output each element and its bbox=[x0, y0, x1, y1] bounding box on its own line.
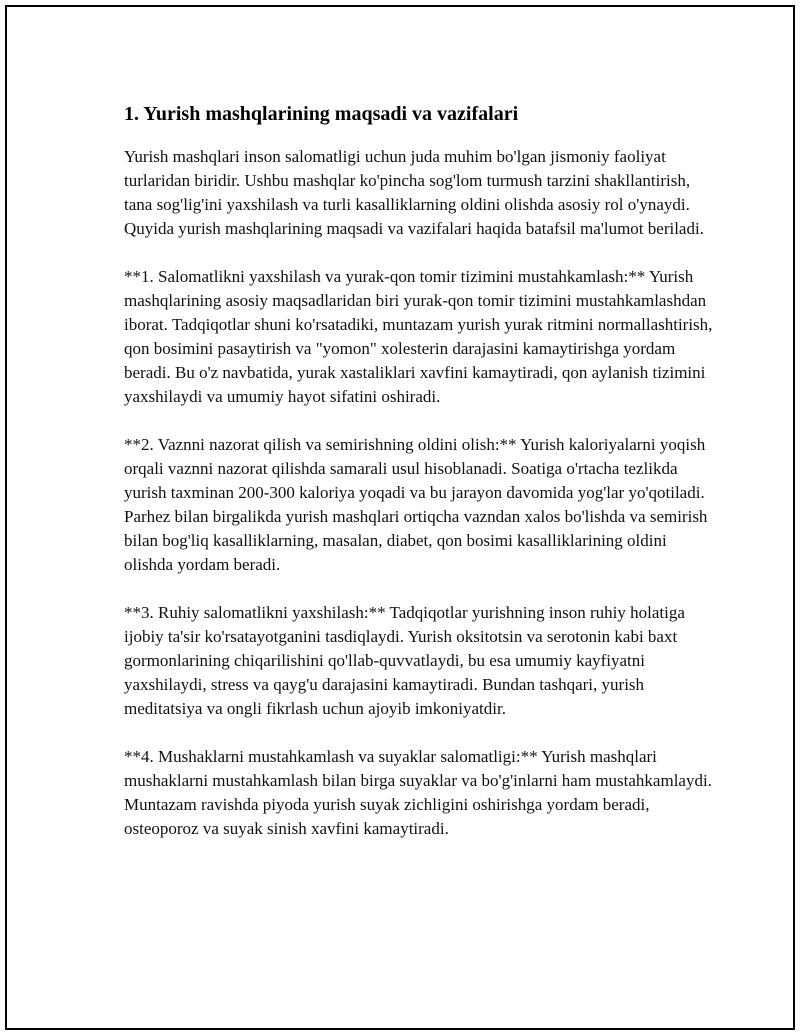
section-heading: 1. Yurish mashqlarining maqsadi va vazifalari bbox=[124, 103, 519, 125]
paragraph-cardiovascular: **1. Salomatlikni yaxshilash va yurak-qon tomir tizimini mustahkamlash:** Yurish mashqlarining asosiy maqsadlaridan biri yurak-qon tomir tizimini mustahkamlashdan iborat. Tadqiqotlar shuni ko'rsatadiki, muntazam yurish yurak ritmini normallashtirish, qon bosimini pasaytirish va "yomon" xolesterin darajasini kamaytirishga yordam beradi. Bu o'z navbatida, yurak xastaliklari xavfini kamaytiradi, qon aylanish tizimini yaxshilaydi va umumiy hayot sifatini oshiradi. bbox=[124, 267, 713, 406]
paragraph-mental-health: **3. Ruhiy salomatlikni yaxshilash:** Tadqiqotlar yurishning inson ruhiy holatiga ijobiy ta'sir ko'rsatayotganini tasdiqlaydi. Yurish oksitotsin va serotonin kabi baxt gormonlarining chiqarilishini qo'llab-quvvatlaydi, bu esa umumiy kayfiyatni yaxshilaydi, stress va qayg'u darajasini kamaytiradi. Bundan tashqari, yurish meditatsiya va ongli fikrlash uchun ajoyib imkoniyatdir. bbox=[124, 603, 685, 718]
paragraph-muscles-bones: **4. Mushaklarni mustahkamlash va suyaklar salomatligi:** Yurish mashqlari mushaklarni mustahkamlash bilan birga suyaklar va bo'g'inlarni ham mustahkamlaydi. Muntazam ravishda piyoda yurish suyak zichligini oshirishga yordam beradi, osteoporoz va suyak sinish xavfini kamaytiradi. bbox=[124, 747, 712, 838]
intro-paragraph: Yurish mashqlari inson salomatligi uchun juda muhim bo'lgan jismoniy faoliyat turlaridan biridir. Ushbu mashqlar ko'pincha sog'lom turmush tarzini shakllantirish, tana sog'lig'ini yaxshilash va turli kasalliklarning oldini olishda asosiy rol o'ynaydi. Quyida yurish mashqlarining maqsadi va vazifalari haqida batafsil ma'lumot beriladi. bbox=[124, 147, 704, 238]
document-page bbox=[5, 5, 795, 1030]
paragraph-weight-control: **2. Vaznni nazorat qilish va semirishning oldini olish:** Yurish kaloriyalarni yoqish orqali vaznni nazorat qilishda samarali usul hisoblanadi. Soatiga o'rtacha tezlikda yurish taxminan 200-300 kaloriya yoqadi va bu jarayon davomida yog'lar yo'qotiladi. Parhez bilan birgalikda yurish mashqlari ortiqcha vazndan xalos bo'lishda va semirish bilan bog'liq kasalliklarning, masalan, diabet, qon bosimi kasalliklarining oldini olishda yordam beradi. bbox=[124, 435, 708, 574]
document-body bbox=[124, 101, 714, 865]
